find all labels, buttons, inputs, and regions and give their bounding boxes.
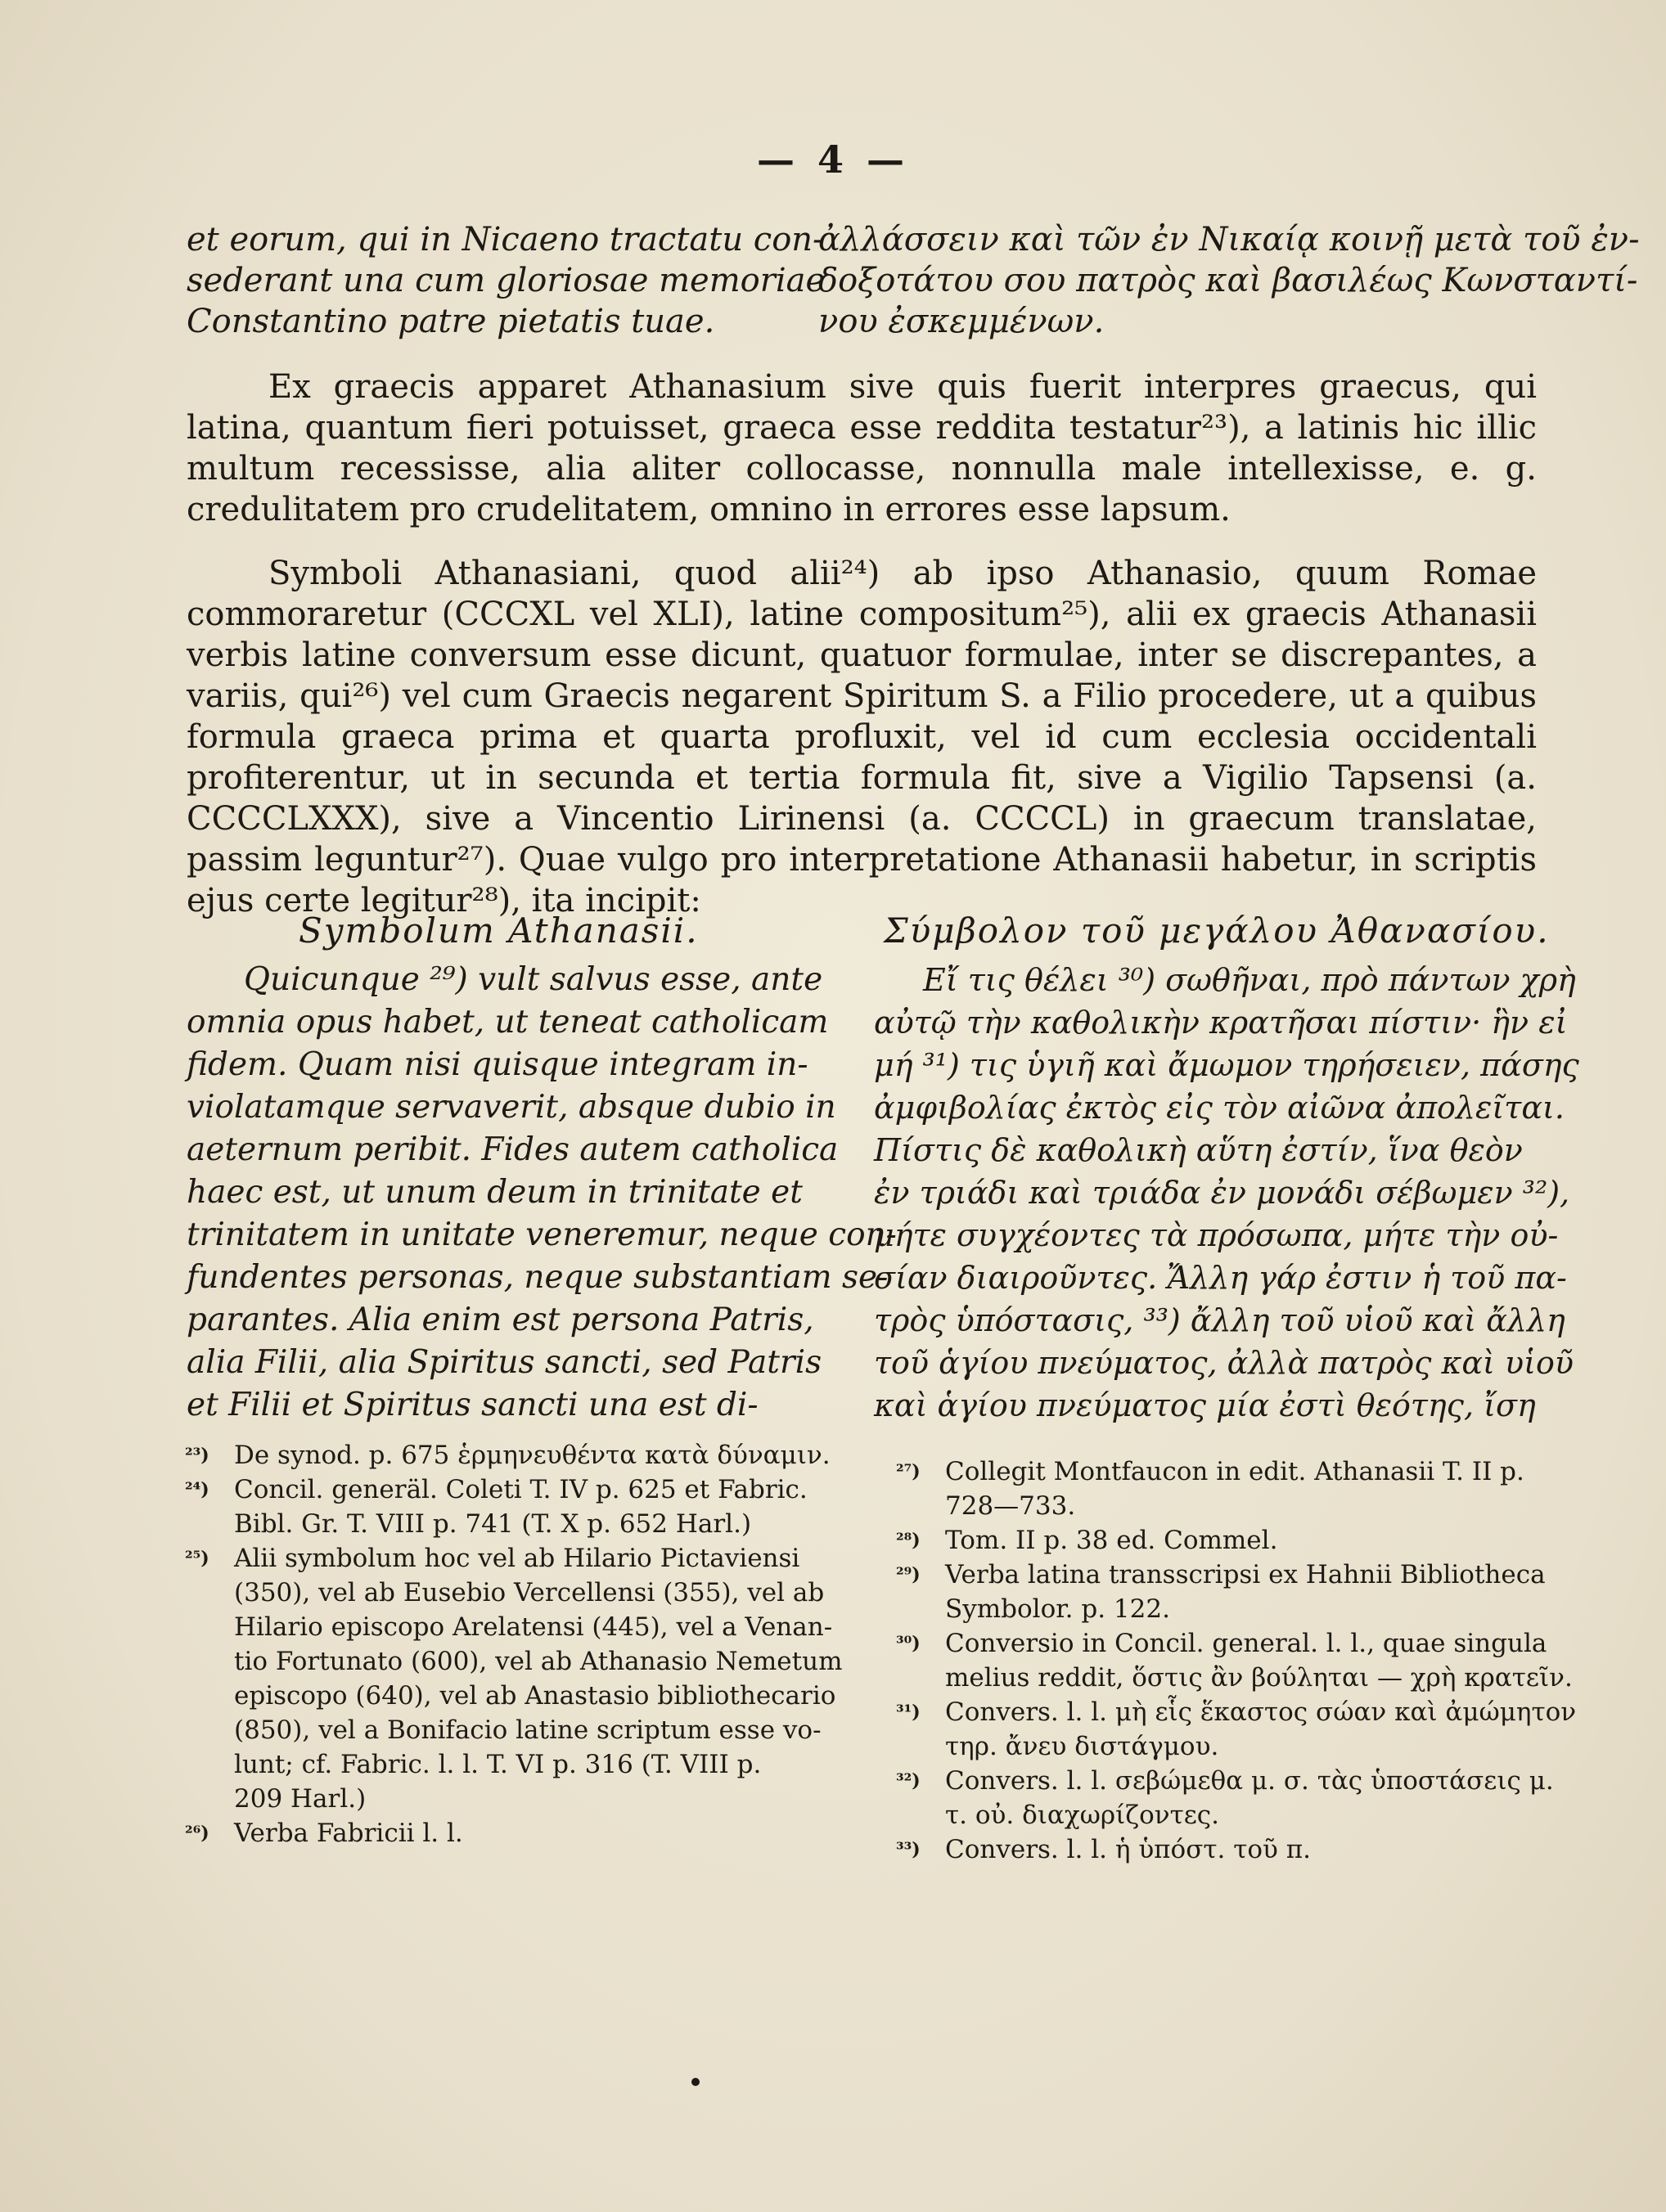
- text-line: Constantino patre pietatis tuae.: [187, 303, 715, 340]
- latin-symbol-column: [187, 959, 897, 1427]
- text-line: ἀμφιβολίας ἐκτὸς εἰς τὸν αἰῶνα ἀπολεῖται.: [874, 1090, 1565, 1126]
- footnote-mark: ²³): [185, 1445, 209, 1466]
- paragraph-1: Ex graecis apparet Athanasium sive quis fuerit interpres graecus, qui latina, quantum fieri potuisset, graeca esse reddita testatur²³), a latinis hic illic multum recessisse, alia aliter collocasse, nonnulla male intellexisse, e. g. credulitatem pro crudelitatem, omnino in errores esse lapsum.: [187, 368, 1537, 528]
- paragraph-2: Symboli Athanasiani, quod alii²⁴) ab ipso Athanasio, quum Romae commoraretur (CCCXL vel XLI), latine compositum²⁵), alii ex graecis Athanasii verbis latine conversum esse dicunt, quatuor formulae, inter se discrepantes, a variis, qui²⁶) vel cum Graecis negarent Spiritum S. a Filio procedere, ut a quibus formula graeca prima et quarta profluxit, vel id cum ecclesia occidentali profiterentur, ut in secunda et tertia formula fit, sive a Vigilio Tapsensi (a. CCCCLXXX), sive a Vincentio Lirinensi (a. CCCCL) in graecum translatae, passim leguntur²⁷). Quae vulgo pro interpretatione Athanasii habetur, in scriptis ejus certe legitur²⁸), ita incipit:: [187, 555, 1537, 919]
- text-line: sederant una cum gloriosae memoriae: [187, 262, 826, 299]
- footnote-mark: ³¹): [896, 1702, 921, 1723]
- greek-heading: Σύμβολον τοῦ μεγάλου Ἀθανασίου.: [884, 910, 1550, 951]
- footnote-mark: ³²): [896, 1770, 921, 1792]
- footnote-line: 209 Harl.): [234, 1784, 367, 1814]
- footnote-line: melius reddit, ὅστις ἂν βούληται — χρὴ κρατεῖν.: [945, 1663, 1573, 1693]
- footnotes-left: [185, 1438, 856, 1850]
- text-line: et eorum, qui in Nicaeno tractatu con-: [187, 221, 824, 259]
- footnote-line: lunt; cf. Fabric. l. l. T. VI p. 316 (T. VIII p.: [234, 1750, 762, 1779]
- footnote-line: Convers. l. l. ἡ ὑπόστ. τοῦ π.: [945, 1835, 1311, 1864]
- footnote-line: Tom. II p. 38 ed. Commel.: [945, 1526, 1278, 1555]
- text-line: ἐν τριάδι καὶ τριάδα ἐν μονάδι σέβωμεν ³²),: [874, 1175, 1570, 1211]
- latin-heading: Symbolum Athanasii.: [299, 910, 699, 951]
- footnote: [896, 1695, 1575, 1764]
- text-line: τοῦ ἁγίου πνεύματος, ἀλλὰ πατρὸς καὶ υἱοῦ: [874, 1345, 1574, 1381]
- footnote-line: (350), vel ab Eusebio Vercellensi (355), vel ab: [234, 1578, 825, 1607]
- footnote-line: τηρ. ἄνευ διστάγμου.: [945, 1732, 1219, 1761]
- footnote-line: Convers. l. l. σεβώμεθα μ. σ. τὰς ὑποστάσεις μ.: [945, 1766, 1554, 1796]
- text-line: μή ³¹) τις ὑγιῆ καὶ ἄμωμον τηρήσειεν, πάσης: [874, 1047, 1579, 1083]
- top-greek-column: [818, 219, 1640, 342]
- footnote: [185, 1541, 856, 1816]
- footnote: [896, 1626, 1575, 1695]
- text-line: haec est, ut unum deum in trinitate et: [187, 1174, 803, 1211]
- text-line: Πίστις δὲ καθολικὴ αὕτη ἐστίν, ἵνα θεὸν: [874, 1132, 1523, 1168]
- text-line: alia Filii, alia Spiritus sancti, sed Patris: [187, 1344, 822, 1381]
- footnote-line: 728—733.: [945, 1491, 1076, 1521]
- footnote: [896, 1454, 1575, 1523]
- footnote-mark: ³³): [896, 1839, 921, 1860]
- footnote-line: (850), vel a Bonifacio latine scriptum esse vo-: [234, 1715, 822, 1745]
- footnote-mark: ²⁹): [896, 1564, 921, 1585]
- footnote: [185, 1816, 856, 1850]
- text-line: Εἴ τις θέλει ³⁰) σωθῆναι, πρὸ πάντων χρὴ: [923, 962, 1576, 998]
- footnote-line: Collegit Montfaucon in edit. Athanasii T. II p.: [945, 1457, 1524, 1486]
- text-line: trinitatem in unitate veneremur, neque con-: [187, 1216, 897, 1253]
- footnote-mark: ²⁵): [185, 1548, 209, 1569]
- text-line: et Filii et Spiritus sancti una est di-: [187, 1387, 759, 1423]
- footnote-line: Verba Fabricii l. l.: [234, 1819, 463, 1848]
- text-line: aeternum peribit. Fides autem catholica: [187, 1131, 839, 1168]
- footnote-line: Verba latina transscripsi ex Hahnii Bibliotheca: [945, 1560, 1546, 1589]
- footnote-mark: ³⁰): [896, 1633, 921, 1654]
- footnote-line: τ. οὐ. διαχωρίζοντες.: [945, 1801, 1220, 1830]
- footnote-mark: ²⁴): [185, 1479, 209, 1500]
- text-line: fundentes personas, neque substantiam se-: [187, 1259, 889, 1296]
- footnote-line: Alii symbolum hoc vel ab Hilario Pictaviensi: [234, 1544, 800, 1573]
- footnote: [896, 1764, 1575, 1832]
- text-line: ἀλλάσσειν καὶ τῶν ἐν Νικαίᾳ κοινῇ μετὰ τοῦ ἐν-: [818, 221, 1640, 259]
- footnote-line: Concil. generäl. Coleti T. IV p. 625 et Fabric.: [234, 1475, 808, 1504]
- text-line: αὐτῷ τὴν καθολικὴν κρατῆσαι πίστιν· ἣν εἰ: [874, 1005, 1568, 1041]
- footnote-line: Conversio in Concil. general. l. l., quae singula: [945, 1629, 1547, 1658]
- text-line: violatamque servaverit, absque dubio in: [187, 1089, 836, 1126]
- text-line: δοξοτάτου σου πατρὸς καὶ βασιλέως Κωνσταντί-: [818, 262, 1638, 299]
- footnotes-right: [896, 1454, 1575, 1867]
- text-line: fidem. Quam nisi quisque integram in-: [187, 1046, 808, 1083]
- footnote-line: episcopo (640), vel ab Anastasio bibliothecario: [234, 1681, 836, 1711]
- footnote-line: Hilario episcopo Arelatensi (445), vel a Venan-: [234, 1612, 833, 1642]
- footnote-line: Symbolor. p. 122.: [945, 1594, 1170, 1624]
- text-line: τρὸς ὑπόστασις, ³³) ἄλλη τοῦ υἱοῦ καὶ ἄλλη: [874, 1302, 1565, 1338]
- greek-symbol-column: [874, 959, 1579, 1427]
- footnote-line: tio Fortunato (600), vel ab Athanasio Nemetum: [234, 1647, 843, 1676]
- footnote: [185, 1438, 856, 1472]
- footnote: [896, 1558, 1575, 1626]
- footnote-line: Convers. l. l. μὴ εἷς ἕκαστος σώαν καὶ ἀμώμητον: [945, 1697, 1577, 1727]
- footnote: [185, 1472, 856, 1541]
- text-line: καὶ ἁγίου πνεύματος μία ἐστὶ θεότης, ἴση: [874, 1387, 1536, 1423]
- footnote-mark: ²⁷): [896, 1461, 921, 1482]
- top-latin-column: [187, 219, 833, 342]
- text-line: parantes. Alia enim est persona Patris,: [187, 1302, 814, 1338]
- footnote-mark: ²⁸): [896, 1530, 921, 1551]
- footnote-mark: ²⁶): [185, 1823, 209, 1844]
- footnote-line: Bibl. Gr. T. VIII p. 741 (T. X p. 652 Harl.): [234, 1509, 752, 1539]
- text-line: μήτε συγχέοντες τὰ πρόσωπα, μήτε τὴν οὐ-: [874, 1217, 1559, 1253]
- page-number: — 4 —: [756, 137, 910, 182]
- text-line: νου ἐσκεμμένων.: [818, 303, 1105, 340]
- ink-speck: [691, 2078, 700, 2086]
- footnote: [896, 1523, 1575, 1558]
- footnote-line: De synod. p. 675 ἑρμηνευθέντα κατὰ δύναμιν.: [234, 1441, 831, 1470]
- text-line: Quicunque ²⁹) vult salvus esse, ante: [244, 961, 823, 998]
- text-line: σίαν διαιροῦντες. Ἄλλη γάρ ἐστιν ἡ τοῦ πα-: [874, 1260, 1567, 1296]
- text-line: omnia opus habet, ut teneat catholicam: [187, 1004, 829, 1041]
- footnote: [896, 1832, 1575, 1867]
